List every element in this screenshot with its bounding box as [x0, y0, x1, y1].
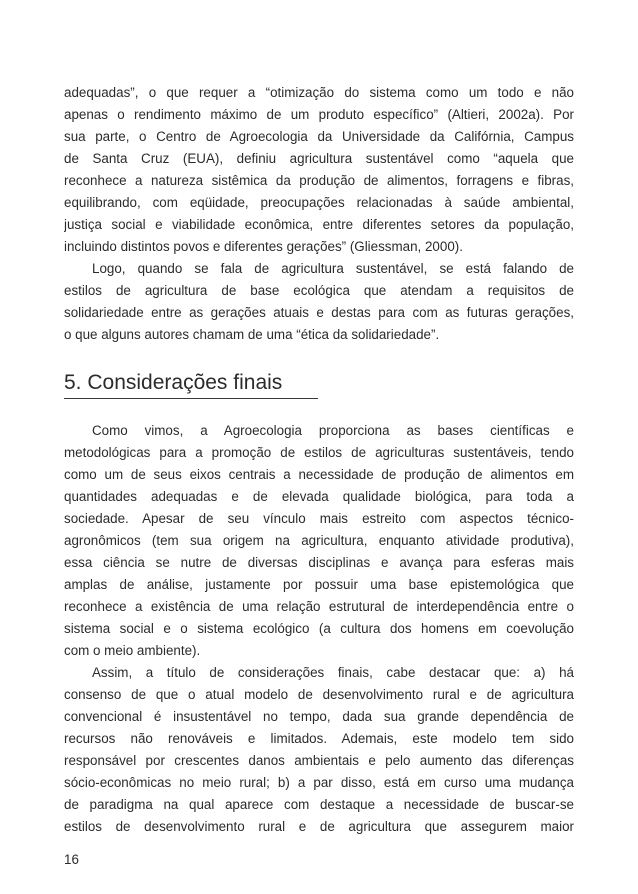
paragraph-4-line-2: consenso de que o atual modelo de desenvolvimento rural e de agricultura: [64, 687, 574, 702]
paragraph-4-line-3: convencional é insustentável no tempo, dada sua grande dependência de: [64, 709, 574, 724]
paragraph-3-line-10: sistema social e o sistema ecológico (a cultura dos homens em coevolução: [64, 621, 574, 636]
paragraph-4-line-5: responsável por crescentes danos ambientais e pelo aumento das diferenças: [64, 753, 574, 768]
paragraph-3-line-3: como um de seus eixos centrais a necessidade de produção de alimentos em: [64, 467, 574, 482]
paragraph-1-line-7: justiça social e viabilidade econômica, entre diferentes setores da população,: [64, 217, 574, 232]
page-number: 16: [64, 852, 79, 867]
paragraph-1-line-8: incluindo distintos povos e diferentes gerações” (Gliessman, 2000).: [64, 239, 463, 254]
paragraph-2-line-3: solidariedade entre as gerações atuais e destas para com as futuras gerações,: [64, 305, 574, 320]
paragraph-1-line-5: reconhece a natureza sistêmica da produção de alimentos, forragens e fibras,: [64, 173, 574, 188]
paragraph-2-line-4: o que alguns autores chamam de uma “ética da solidariedade”.: [64, 327, 440, 342]
paragraph-4-line-1: Assim, a título de considerações finais, cabe destacar que: a) há: [92, 665, 574, 680]
paragraph-1-line-1: adequadas”, o que requer a “otimização do sistema como um todo e não: [64, 85, 574, 100]
heading-underline: [64, 398, 318, 399]
paragraph-4-line-7: de paradigma na qual aparece com destaque a necessidade de buscar-se: [64, 797, 574, 812]
paragraph-4-line-8: estilos de desenvolvimento rural e de agricultura que assegurem maior: [64, 819, 574, 834]
paragraph-1-line-3: sua parte, o Centro de Agroecologia da Universidade da Califórnia, Campus: [64, 129, 574, 144]
paragraph-3-line-11: com o meio ambiente).: [64, 643, 201, 658]
paragraph-3-line-4: quantidades adequadas e de elevada qualidade biológica, para toda a: [64, 489, 574, 504]
paragraph-3-line-2: metodológicas para a promoção de estilos de agriculturas sustentáveis, tendo: [64, 445, 574, 460]
paragraph-1-line-2: apenas o rendimento máximo de um produto específico” (Altieri, 2002a). Por: [64, 107, 574, 122]
paragraph-4-line-6: sócio-econômicas no meio rural; b) a par disso, está em curso uma mudança: [64, 775, 574, 790]
paragraph-3-line-5: sociedade. Apesar de seu vínculo mais estreito com aspectos técnico-: [64, 511, 574, 526]
paragraph-4-line-4: recursos não renováveis e limitados. Ademais, este modelo tem sido: [64, 731, 574, 746]
paragraph-3-line-7: essa ciência se nutre de diversas disciplinas e avança para esferas mais: [64, 555, 574, 570]
paragraph-1-line-6: equilibrando, com eqüidade, preocupações relacionadas à saúde ambiental,: [64, 195, 574, 210]
paragraph-2-line-1: Logo, quando se fala de agricultura sustentável, se está falando de: [92, 261, 574, 276]
paragraph-2-line-2: estilos de agricultura de base ecológica que atendam a requisitos de: [64, 283, 574, 298]
section-heading: 5. Considerações finais: [64, 371, 283, 394]
paragraph-3-line-1: Como vimos, a Agroecologia proporciona as bases científicas e: [92, 423, 574, 438]
paragraph-3-line-8: amplas de análise, justamente por possuir uma base epistemológica que: [64, 577, 574, 592]
paragraph-3-line-6: agronômicos (tem sua origem na agricultura, enquanto atividade produtiva),: [64, 533, 574, 548]
paragraph-3-line-9: reconhece a existência de uma relação estrutural de interdependência entre o: [64, 599, 574, 614]
paragraph-1-line-4: de Santa Cruz (EUA), definiu agricultura sustentável como “aquela que: [64, 151, 574, 166]
